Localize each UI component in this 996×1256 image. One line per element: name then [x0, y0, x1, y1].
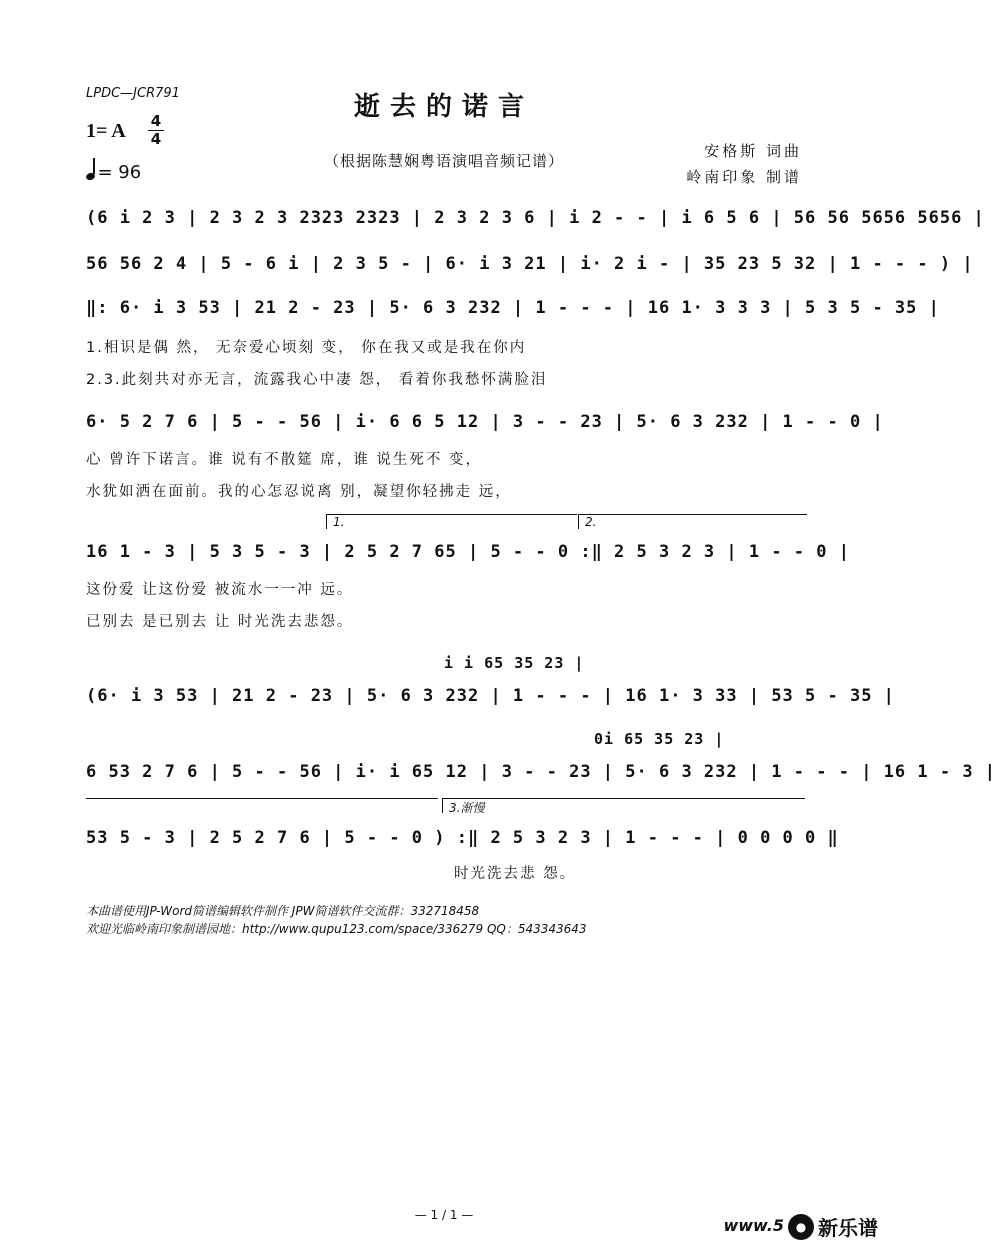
credit-arranger: 岭南印象 制谱	[686, 168, 802, 186]
second-ending-bracket	[578, 514, 807, 529]
lyric-line-5-verse2: 已别去 是已别去 让 时光洗去悲怨。	[86, 614, 354, 630]
subtitle: （根据陈慧娴粤语演唱音频记谱）	[323, 152, 564, 170]
credit-lyrics-music: 安格斯 词曲	[704, 142, 802, 160]
vinyl-record-icon: ●	[788, 1214, 814, 1240]
staff-line-3: ‖: 6· i 3 53 | 21 2 - 23 | 5· 6 3 232 | 1 - - - | 16 1· 3 3 3 | 5 3 5 - 35 |	[86, 298, 940, 318]
score-code: LPDC—JCR791	[86, 86, 180, 101]
ending-bracket-continued	[86, 798, 438, 813]
upper-voice-6: i i 65 35 23 |	[444, 654, 585, 672]
footer-website-note: 欢迎光临岭南印象制谱园地：http://www.qupu123.com/space/336279 QQ：543343643	[86, 922, 587, 936]
first-ending-label: 1.	[333, 515, 345, 529]
lyric-line-3-verse1: 1.相识是偶 然， 无奈爱心顷刻 变， 你在我又或是我在你内	[86, 340, 527, 356]
second-ending-label: 2.	[585, 515, 597, 529]
third-ending-bracket	[442, 798, 805, 813]
lyric-line-8: 时光洗去悲 怨。	[454, 866, 577, 882]
song-title: 逝去的诺言	[353, 92, 534, 122]
third-ending-label: 3.渐慢	[449, 801, 485, 815]
staff-line-6: (6· i 3 53 | 21 2 - 23 | 5· 6 3 232 | 1 - - - | 16 1· 3 33 | 53 5 - 35 |	[86, 686, 895, 706]
site-logo[interactable]	[723, 1212, 878, 1241]
time-signature-bottom: 4	[150, 130, 162, 148]
brand-name: 新乐谱	[818, 1216, 878, 1240]
staff-line-7: 6 53 2 7 6 | 5 - - 56 | i· i 65 12 | 3 - - 23 | 5· 6 3 232 | 1 - - - | 16 1 - 3 |	[86, 762, 996, 782]
upper-voice-7: 0i 65 35 23 |	[594, 730, 725, 748]
key-signature: 1= A	[86, 120, 126, 142]
staff-line-4: 6· 5 2 7 6 | 5 - - 56 | i· 6 6 5 12 | 3 - - 23 | 5· 6 3 232 | 1 - - 0 |	[86, 412, 884, 432]
staff-line-5: 16 1 - 3 | 5 3 5 - 3 | 2 5 2 7 65 | 5 - - 0 :‖ 2 5 3 2 3 | 1 - - 0 |	[86, 542, 850, 562]
footer-software-note: 本曲谱使用JP-Word简谱编辑软件制作 JPW简谱软件交流群：332718458	[86, 904, 480, 918]
staff-line-8: 53 5 - 3 | 2 5 2 7 6 | 5 - - 0 ) :‖ 2 5 3 2 3 | 1 - - - | 0 0 0 0 ‖	[86, 828, 839, 848]
tempo-value: = 96	[97, 162, 142, 183]
lyric-line-4-verse1: 心 曾许下诺言。谁 说有不散筵 席，谁 说生死不 变，	[86, 452, 483, 468]
page-number: — 1 / 1 —	[414, 1208, 474, 1222]
lyric-line-3-verse2: 2.3.此刻共对亦无言，流露我心中凄 怨， 看着你我愁怀满脸泪	[86, 372, 548, 388]
site-url: www.5	[723, 1216, 784, 1235]
time-signature-top: 4	[150, 112, 162, 130]
staff-line-2: 56 56 2 4 | 5 - 6 i | 2 3 5 - | 6· i 3 21 | i· 2 i - | 35 23 5 32 | 1 - - - ) |	[86, 254, 974, 274]
lyric-line-5-verse1: 这份爱 让这份爱 被流水一一冲 远。	[86, 582, 354, 598]
lyric-line-4-verse2: 水犹如洒在面前。我的心怎忍说离 别，凝望你轻拂走 远，	[86, 484, 512, 500]
staff-line-1: (6 i 2 3 | 2 3 2 3 2323 2323 | 2 3 2 3 6 | i 2 - - | i 6 5 6 | 56 56 5656 5656 |	[86, 208, 985, 228]
first-ending-bracket	[326, 514, 577, 529]
time-signature	[148, 114, 164, 147]
